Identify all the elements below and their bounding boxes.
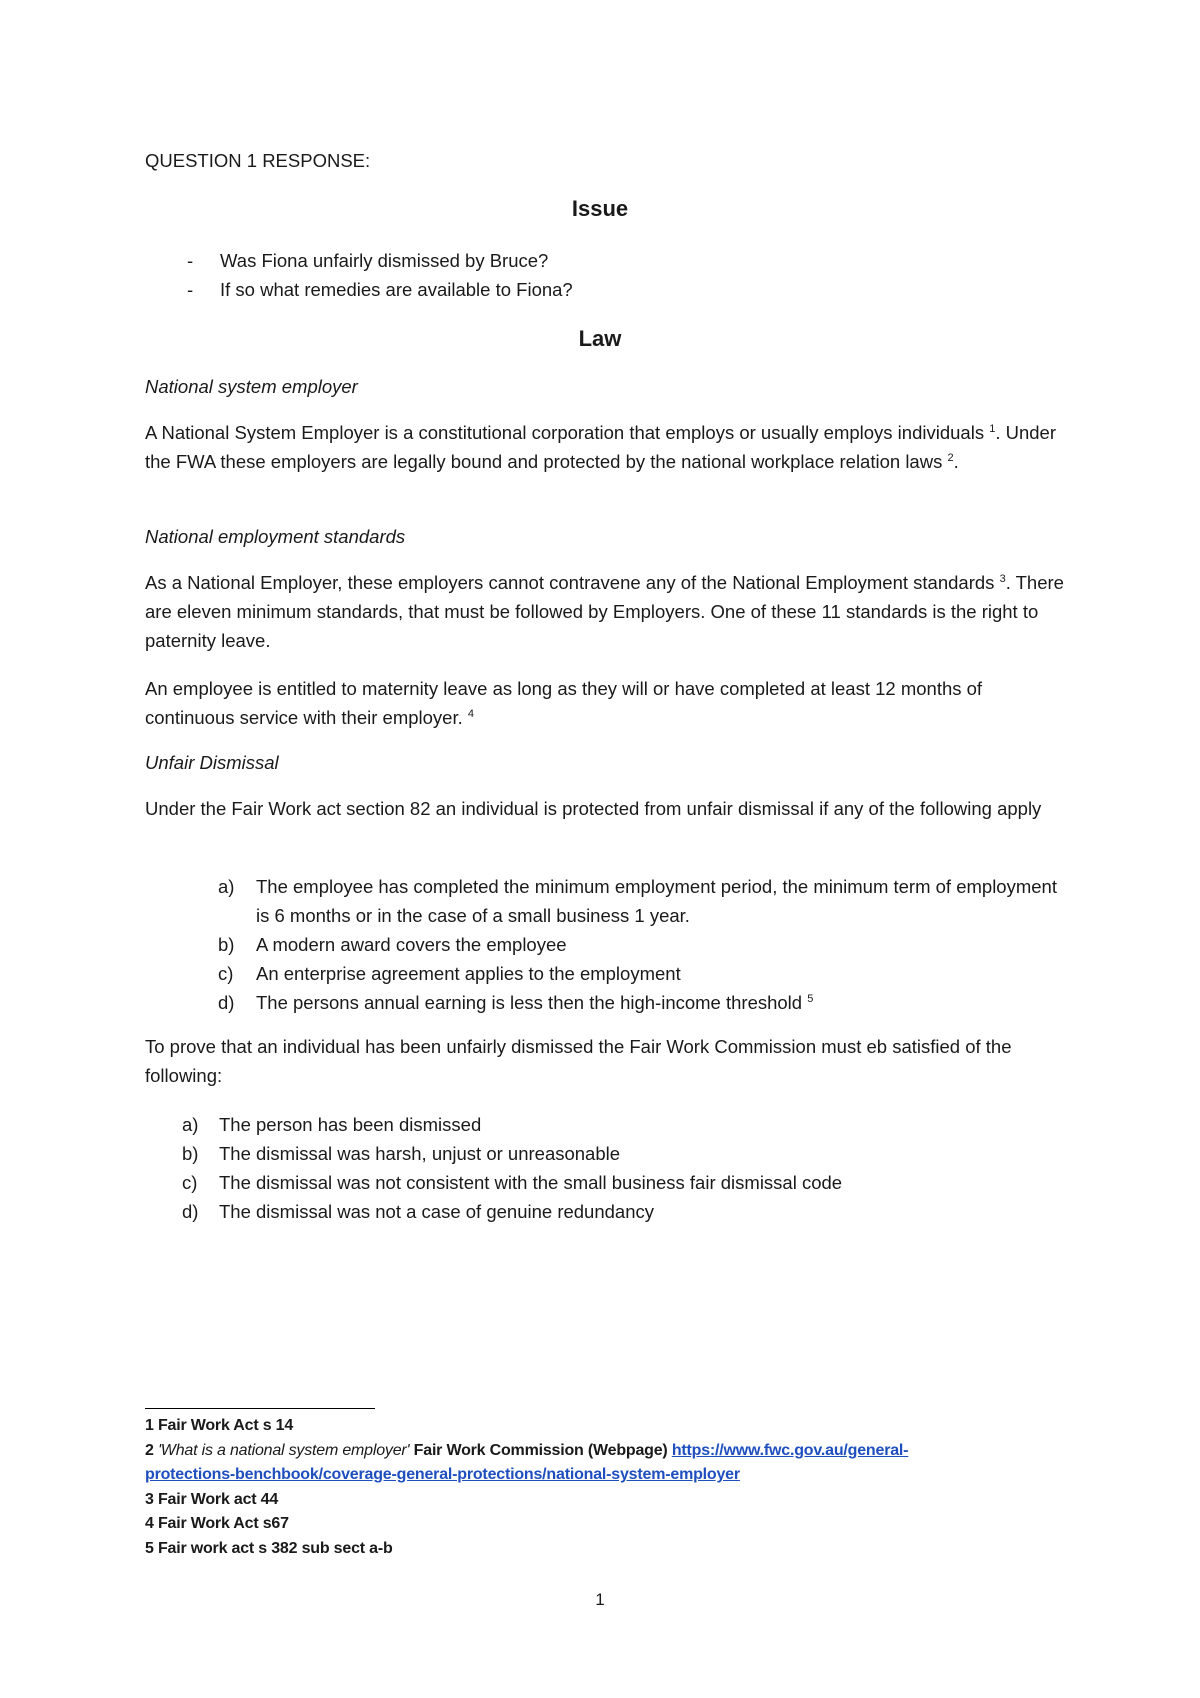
text-run: . Under the FWA these employers are legally bound and protected by the national workplace relation laws xyxy=(145,422,1057,472)
list-item-text: An enterprise agreement applies to the employment xyxy=(256,963,681,984)
page-number: 1 xyxy=(595,1590,605,1609)
dash-marker: - xyxy=(187,279,194,300)
list-item xyxy=(218,988,1068,1017)
footnote-ref: 1 xyxy=(989,422,996,435)
prove-paragraph: To prove that an individual has been unfairly dismissed the Fair Work Commission must eb satisfied of the following: xyxy=(145,1036,1012,1086)
dash-marker: - xyxy=(187,250,194,271)
footnote-ref: 2 xyxy=(947,451,954,464)
list-item-text: The dismissal was not consistent with the small business fair dismissal code xyxy=(219,1172,843,1193)
list-item xyxy=(182,1139,1062,1168)
issue-item-1 xyxy=(187,246,987,275)
list-letter: b) xyxy=(182,1143,199,1164)
footnote-5: 5 Fair work act s 382 sub sect a-b xyxy=(145,1540,393,1557)
issue-heading: Issue xyxy=(571,196,629,221)
issue-item-text: If so what remedies are available to Fiona? xyxy=(220,279,573,300)
list-letter: b) xyxy=(218,934,235,955)
list-item xyxy=(182,1110,1062,1139)
footnote-title: 'What is a national system employer' xyxy=(157,1442,410,1459)
unfair-subheading: Unfair Dismissal xyxy=(145,752,279,773)
footnote-number: 2 xyxy=(145,1442,158,1459)
list-item-text: The employee has completed the minimum employment period, the minimum term of employment is 6 months or in the case of a small business 1 year. xyxy=(256,876,1057,926)
list-letter: c) xyxy=(182,1172,198,1193)
list-item xyxy=(218,872,1068,930)
list-letter: a) xyxy=(218,876,235,897)
footnote-ref: 4 xyxy=(467,707,474,720)
footnote-2 xyxy=(145,1439,1065,1463)
text-run: . xyxy=(953,451,959,472)
nse-subheading: National system employer xyxy=(145,376,358,397)
list-letter: c) xyxy=(218,963,234,984)
nes-subheading: National employment standards xyxy=(145,526,406,547)
list-item-text: The dismissal was not a case of genuine redundancy xyxy=(219,1201,655,1222)
issue-item-2 xyxy=(187,275,987,304)
text-run: A National System Employer is a constitutional corporation that employs or usually employs individuals xyxy=(145,422,990,443)
dismissal-conditions-list xyxy=(182,1110,1062,1226)
text-run: An employee is entitled to maternity leave as long as they will or have completed at least 12 months of continuous service with their employer. xyxy=(145,678,983,728)
nes-paragraph-1 xyxy=(145,568,1070,655)
footnote-link-continued[interactable]: protections-benchbook/coverage-general-protections/national-system-employer xyxy=(145,1466,740,1483)
question-title: QUESTION 1 RESPONSE: xyxy=(145,150,371,171)
nse-paragraph xyxy=(145,418,1070,476)
footnote-1: 1 Fair Work Act s 14 xyxy=(145,1417,294,1434)
list-letter: d) xyxy=(182,1201,199,1222)
unfair-intro: Under the Fair Work act section 82 an individual is protected from unfair dismissal if any of the following apply xyxy=(145,798,1042,819)
text-run: As a National Employer, these employers cannot contravene any of the National Employment standards xyxy=(145,572,1000,593)
text-run: . There are eleven minimum standards, that must be followed by Employers. One of these 11 standards is the right to paternity leave. xyxy=(145,572,1064,651)
nes-paragraph-2 xyxy=(145,674,1070,732)
footnote-separator xyxy=(145,1408,375,1409)
footnote-2-link-line xyxy=(145,1463,740,1487)
list-item-text: The person has been dismissed xyxy=(219,1114,482,1135)
law-heading: Law xyxy=(578,326,622,351)
footnote-ref: 3 xyxy=(999,572,1006,585)
footnote-4: 4 Fair Work Act s67 xyxy=(145,1515,289,1532)
footnote-source: Fair Work Commission (Webpage) xyxy=(409,1442,672,1459)
unfair-criteria-list xyxy=(218,872,1068,1017)
list-item-text: The dismissal was harsh, unjust or unreasonable xyxy=(219,1143,621,1164)
list-item-text xyxy=(256,988,1068,1017)
list-item xyxy=(182,1197,1062,1226)
footnote-link[interactable]: https://www.fwc.gov.au/general- xyxy=(671,1442,909,1459)
list-item xyxy=(182,1168,1062,1197)
footnote-ref: 5 xyxy=(807,992,814,1005)
text-run: The persons annual earning is less then the high-income threshold xyxy=(256,992,808,1013)
list-letter: a) xyxy=(182,1114,199,1135)
footnote-3: 3 Fair Work act 44 xyxy=(145,1491,279,1508)
list-item-text: A modern award covers the employee xyxy=(256,934,567,955)
issue-item-text: Was Fiona unfairly dismissed by Bruce? xyxy=(220,250,549,271)
list-item xyxy=(218,959,1068,988)
list-letter: d) xyxy=(218,992,235,1013)
list-item xyxy=(218,930,1068,959)
